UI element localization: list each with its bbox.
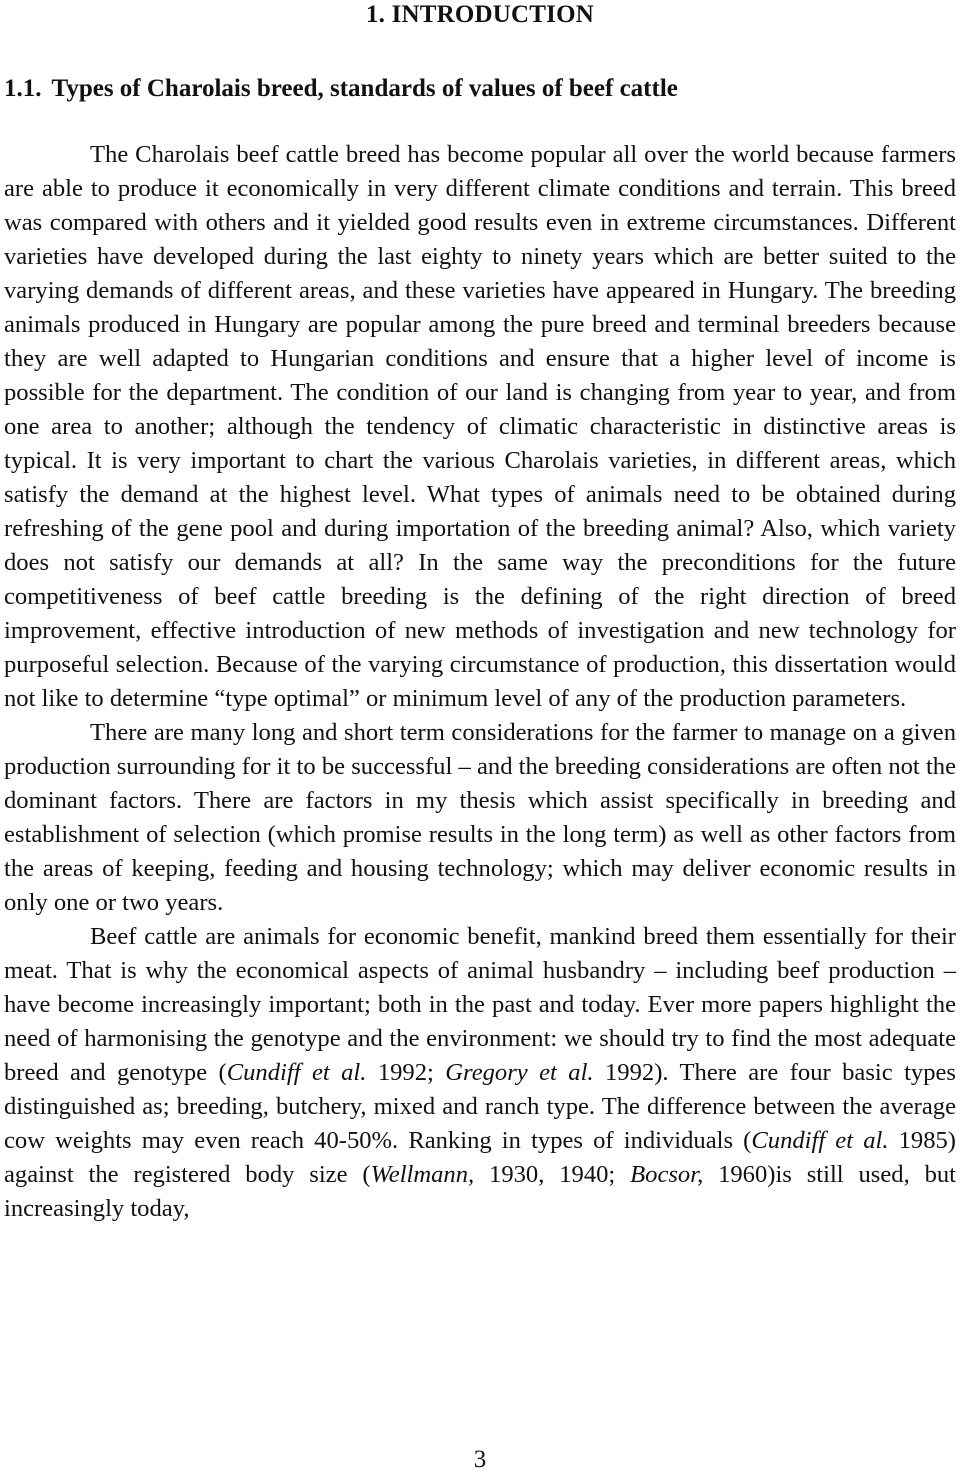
citation-author: Wellmann, [370,1161,475,1188]
text-fragment: 1985) against the registered body size ( [4,1127,956,1188]
paragraph [4,920,956,1226]
section-heading [4,74,956,104]
text-fragment: 1930, 1940; [474,1161,631,1188]
citation-author: Cundiff et al. [226,1059,367,1086]
chapter-title: 1. INTRODUCTION [365,1,595,28]
text-fragment: Beef cattle are animals for economic benefit, mankind breed them essentially for their meat. That is why the economical aspects of animal husbandry – including beef production –have become increasingly important; both in the past and today. Ever more papers highlight the need of harmonising the genotype and the environment: we should try to find the most adequate breed and genotype ( [4,923,956,1086]
text-fragment: 1992; [366,1059,446,1086]
citation-author: Bocsor, [630,1161,704,1188]
text-fragment: 1992). There are four basic types distinguished as; breeding, butchery, mixed and ranch type. The difference between the average cow weights may even reach 40-50%. Ranking in types of individuals ( [4,1059,956,1154]
text-fragment: There are many long and short term considerations for the farmer to manage on a given production surrounding for it to be successful – and the breeding considerations are often not the dominant factors. There are factors in my thesis which assist specifically in breeding and establishment of selection (which promise results in the long term) as well as other factors from the areas of keeping, feeding and housing technology; which may deliver economic results in only one or two years. [4,719,956,916]
paragraph [4,716,956,920]
paragraph [4,138,956,716]
text-fragment: The Charolais beef cattle breed has become popular all over the world because farmers are able to produce it economically in very different climate conditions and terrain. This breed was compared with others and it yielded good results even in extreme circumstances. Different varieties have developed during the last eighty to ninety years which are better suited to the varying demands of different areas, and these varieties have appeared in Hungary. The breeding animals produced in Hungary are popular among the pure breed and terminal breeders because they are well adapted to Hungarian conditions and ensure that a higher level of income is possible for the department. The condition of our land is changing from year to year, and from one area to another; although the tendency of climatic characteristic in distinctive areas is typical. It is very important to chart the various Charolais varieties, in different areas, which satisfy the demand at the highest level. What types of animals need to be obtained during refreshing of the gene pool and during importation of the breeding animal? Also, which variety does not satisfy our demands at all? In the same way the preconditions for the future competitiveness of beef cattle breeding is the defining of the right direction of breed improvement, effective introduction of new methods of investigation and new technology for purposeful selection. Because of the varying circumstance of production, this dissertation would not like to determine “type optimal” or minimum level of any of the production parameters. [4,141,956,712]
text-fragment: 1960)is still used, but increasingly today, [4,1161,956,1222]
body-text [4,138,956,1226]
citation-author: Cundiff et al. [751,1127,889,1154]
section-title: Types of Charolais breed, standards of values of beef cattle [51,75,678,102]
citation-author: Gregory et al. [445,1059,594,1086]
page-number: 3 [473,1446,487,1473]
document-page [4,0,956,1226]
section-number: 1.1. [4,75,42,102]
